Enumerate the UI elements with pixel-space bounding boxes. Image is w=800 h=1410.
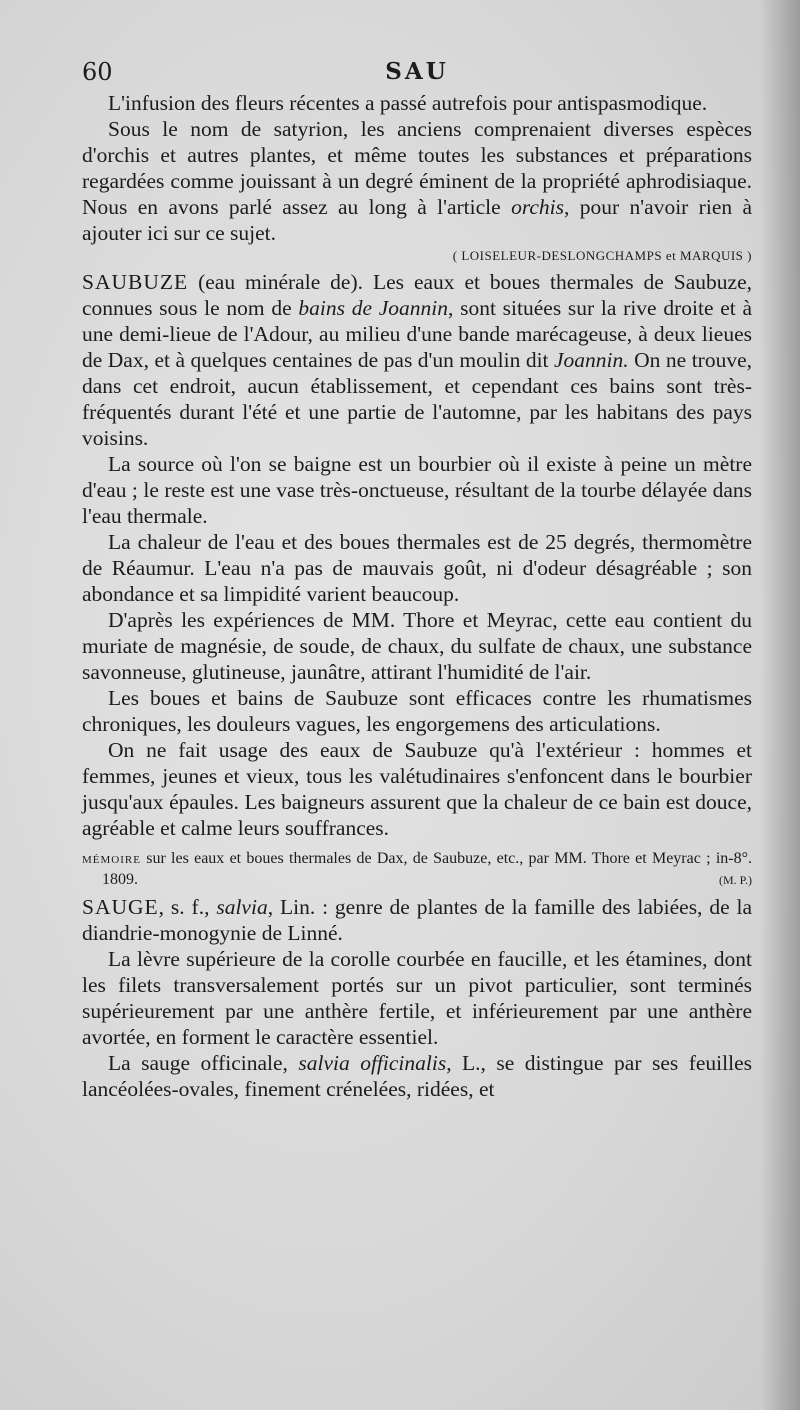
paragraph: L'infusion des fleurs récentes a passé autrefois pour antispasmodique. (108, 91, 708, 115)
paragraph: Les boues et bains de Saubuze sont efficaces contre les rhumatismes chroniques, les douleurs vagues, les engorgemens des articulations. (82, 686, 752, 736)
page-number: 60 (82, 58, 113, 86)
author-attribution: ( LOISELEUR-DESLONGCHAMPS et MARQUIS ) (452, 248, 752, 263)
page-header (82, 58, 752, 92)
italic-term: salvia (216, 895, 268, 919)
paragraph-text: , L., se distingue par ses feuilles lancéolées-ovales, finement crénelées, ridées, et (82, 1051, 752, 1101)
entry-saubuze (82, 269, 752, 451)
paragraph-text: , sont situées sur la rive droite et à une demi-lieue de l'Adour, au milieu d'une bande marécageuse, à deux lieues de Dax, et à quelques centaines de pas d'un moulin dit (82, 296, 752, 372)
paragraph-text: , Lin. : genre de plantes de la famille des labiées, de la diandrie-monogynie de Linné. (82, 895, 753, 945)
entry-headword: SAUGE (82, 895, 159, 919)
italic-term: salvia officinalis (298, 1051, 447, 1075)
paragraph: D'après les expériences de MM. Thore et Meyrac, cette eau contient du muriate de magnésie, de soude, de chaux, du sulfate de chaux, une substance savonneuse, glutineuse, jaunâtre, attirant l'humidité de l'air. (82, 608, 752, 684)
author-attribution: (M. P.) (718, 873, 752, 887)
paragraph: On ne fait usage des eaux de Saubuze qu'à l'extérieur : hommes et femmes, jeunes et vieux, tous les valétudinaires s'enfoncent dans le bourbier jusqu'aux épaules. Les baigneurs assurent que la chaleur de ce bain est douce, agréable et calme leurs souffrances. (82, 738, 752, 840)
paragraph: La lèvre supérieure de la corolle courbée en faucille, et les étamines, dont les filets transversalement portés sur un pivot particulier, sont terminés supérieurement par une anthère fertile, et inférieurement par une anthère avortée, en forment le caractère essentiel. (82, 947, 752, 1049)
italic-term: Joannin. (554, 348, 629, 372)
paragraph: La source où l'on se baigne est un bourbier où il existe à peine un mètre d'eau ; le reste est une vase très-onctueuse, résultant de la tourbe délayée dans l'eau thermale. (82, 452, 752, 528)
italic-term: bains de Joannin (298, 296, 448, 320)
italic-term: orchis (511, 195, 565, 219)
paragraph (82, 116, 752, 246)
paragraph-text: , pour n'avoir rien à ajouter ici sur ce sujet. (82, 195, 753, 245)
bibliography-note (82, 849, 752, 890)
running-head: SAU (385, 58, 449, 85)
paragraph-text: On ne trouve, dans cet endroit, aucun établissement, et cependant ces bains sont très-fréquentés durant l'été et une partie de l'automne, par les habitans des pays voisins. (82, 348, 753, 450)
paragraph-text: Sous le nom de satyrion, les anciens comprenaient diverses espèces d'orchis et autres plantes, et même toutes les substances et préparations regardées comme jouissant à un degré éminent de la propriété aphrodisiaque. Nous en avons parlé assez au long à l'article (82, 117, 752, 219)
entry-headword: SAUBUZE (82, 270, 189, 294)
memoire-text: sur les eaux et boues thermales de Dax, de Saubuze, etc., par MM. Thore et Meyrac ; in-8°. 1809. (102, 850, 752, 888)
page-text (82, 90, 752, 1102)
memoire-label: MÉMOIRE (82, 854, 141, 866)
paragraph: La chaleur de l'eau et des boues thermales est de 25 degrés, thermomètre de Réaumur. L'eau n'a pas de mauvais goût, ni d'odeur désagréable ; son abondance et sa limpidité varient beaucoup. (82, 530, 752, 606)
paragraph-text: La sauge officinale, (108, 1051, 299, 1075)
paragraph-text: (eau minérale de). Les eaux et boues thermales de Saubuze, connues sous le nom de (82, 270, 752, 320)
entry-sauge (82, 894, 752, 946)
paragraph-text: , s. f., (158, 895, 217, 919)
paragraph (82, 1050, 752, 1102)
